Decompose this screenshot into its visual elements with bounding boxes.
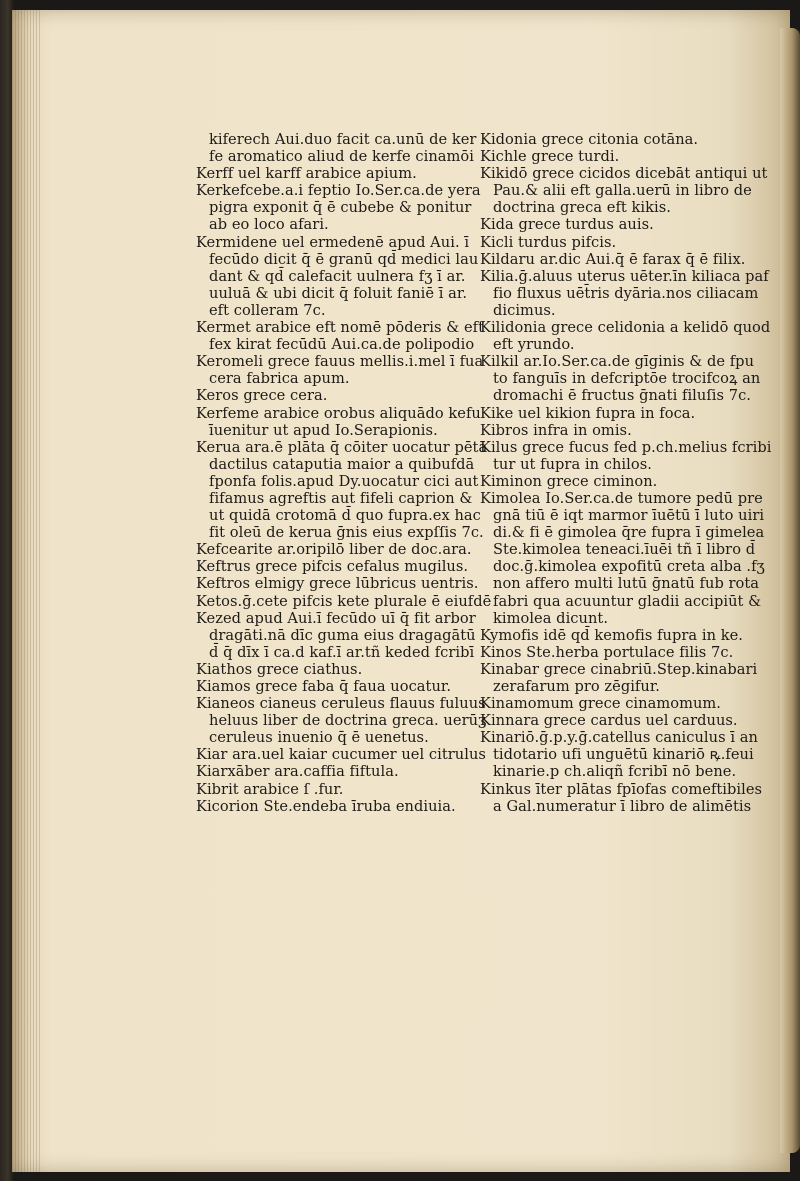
text-line-entry: Kermidene uel ermedenē apud Aui. ī	[196, 233, 470, 251]
text-line-entry: Kike uel kikion fupra in foca.	[480, 404, 696, 422]
text-line-continuation: īuenitur ut apud Io.Serapionis.	[209, 421, 438, 439]
text-line-continuation: fponfa folis.apud Dy.uocatur cici aut	[209, 472, 479, 490]
text-line-entry: Kibros infra in omis.	[480, 421, 632, 439]
text-line-entry: Kinabar grece cinabriū.Step.kinabari	[480, 660, 758, 678]
text-line-entry: Kiarxāber ara.caffia fiftula.	[196, 763, 399, 781]
text-line-continuation: fifamus agreftis aut fifeli caprion &	[209, 489, 473, 507]
text-line-entry: Kicli turdus pifcis.	[480, 233, 617, 251]
text-line-entry: Kichle grece turdi.	[480, 148, 620, 166]
text-line-entry: Kinos Ste.herba portulace filis 7c.	[480, 643, 734, 661]
text-line-continuation: ab eo loco afari.	[209, 216, 329, 234]
text-line-continuation: di.& fi ē gimolea q̄re fupra ī gimelea	[493, 524, 765, 542]
text-line-entry: Kezed apud Aui.ī fecūdo uī q̄ fit arbor	[196, 609, 476, 627]
left-text-column	[196, 131, 492, 815]
text-line-continuation: Pau.& alii eft galla.uerū in libro de	[493, 182, 752, 200]
text-line-entry: Keftrus grece pifcis cefalus mugilus.	[196, 558, 469, 576]
text-line-entry: Kiar ara.uel kaiar cucumer uel citrulus	[196, 746, 486, 764]
text-line-entry: Keftros elmigy grece lūbricus uentris.	[196, 575, 479, 593]
text-line-entry: Ketos.ḡ.cete pifcis kete plurale ē eiufdē	[196, 592, 492, 610]
text-line-continuation: dragāti.nā dīc guma eius dragagātū	[209, 626, 476, 644]
text-line-continuation: doc.ḡ.kimolea expofitū creta alba .fʒ	[493, 558, 765, 576]
text-line-continuation: kinarie.p ch.aliqñ fcribī nō bene.	[493, 763, 737, 781]
text-line-entry: Kildaru ar.dic Aui.q̄ ē farax q̄ ē filix.	[480, 250, 746, 268]
text-line-continuation: tidotario ufi unguētū kinariō ꝶ.feui	[493, 746, 754, 764]
text-line-continuation: eft yrundo.	[493, 336, 575, 354]
text-line-continuation: a Gal.numeratur ī libro de alimētis	[493, 797, 752, 815]
text-line-continuation: d̄ q̄ dīx ī ca.d kaf.ī ar.tñ keded fcribī	[209, 643, 475, 661]
text-line-continuation: uuluā & ubi dicit q̄ foluit faniē ī ar.	[209, 284, 468, 302]
text-line-entry: Kinkus īter plātas fpīofas comeftibiles	[480, 780, 763, 798]
text-line-continuation: heluus liber de doctrina greca. uerūʒ	[209, 712, 487, 730]
text-line-continuation: non affero multi lutū ḡnatū fub rota	[493, 575, 760, 593]
text-line-entry: Kikidō grece cicidos dicebāt antiqui ut	[480, 165, 768, 183]
text-line-continuation: pigra exponit q̄ ē cubebe & ponitur	[209, 199, 472, 217]
text-line-entry: Kibrit arabice ſ .fur.	[196, 780, 344, 798]
text-line-entry: Kilidonia grece celidonia a kelidō quod	[480, 319, 771, 337]
text-line-entry: Kerff uel karff arabice apium.	[196, 165, 417, 183]
text-line-continuation: fe aromatico aliud de kerfe cinamōi	[209, 148, 474, 166]
text-line-continuation: dromachi ē fructus ḡnati filuſis 7c.	[493, 387, 751, 405]
text-line-continuation: eft colleram 7c.	[209, 301, 326, 319]
text-line-continuation: zerafarum pro zēgifur.	[493, 678, 660, 695]
text-line-entry: Kinamomum grece cinamomum.	[480, 695, 721, 713]
text-line-entry: Keros grece cera.	[196, 387, 328, 405]
text-line-continuation: gnā tiū ē iqt marmor īuētū ī luto uiri	[493, 507, 765, 525]
text-line-continuation: kiferech Aui.duo facit ca.unū de ker	[209, 131, 477, 148]
text-line-entry: Kiathos grece ciathus.	[196, 660, 363, 678]
text-line-entry: Kymofis idē qd̄ kemofis fupra in ke.	[480, 626, 743, 644]
text-line-continuation: Ste.kimolea teneaci.īuēi tñ ī libro d̄	[493, 541, 756, 559]
text-line-entry: Kilus grece fucus fed p.ch.melius fcribi	[480, 438, 772, 456]
text-line-continuation: tur ut fupra in chilos.	[493, 455, 652, 473]
text-line-entry: Kida grece turdus auis.	[480, 216, 654, 234]
text-line-entry: Kinnara grece cardus uel carduus.	[480, 712, 738, 730]
text-line-continuation: dicimus.	[493, 301, 556, 319]
text-line-entry: Kicorion Ste.endeba īruba endiuia.	[196, 797, 456, 815]
text-line-continuation: cera fabrica apum.	[209, 370, 350, 388]
text-line-continuation: fio fluxus uēt̄ris dyāria.nos ciliacam	[493, 284, 759, 302]
text-line-entry: Kefcearite ar.oripilō liber de doc.ara.	[196, 541, 472, 559]
text-line-entry: Kerfeme arabice orobus aliquādo kefu	[196, 404, 481, 422]
text-line-entry: Kermet arabice eft nomē pōderis & eft	[196, 319, 485, 337]
text-line-continuation: fabri qua acuuntur gladii accipiūt &	[493, 592, 762, 610]
text-line-continuation: fecūdo dicit q̄ ē granū qd̄ medici lau	[209, 250, 479, 268]
text-line-continuation: to fanguīs in defcriptōe trocifcoꝝ an	[493, 370, 761, 388]
right-text-column	[480, 131, 770, 815]
text-line-continuation: fex kirat fecūdū Aui.ca.de polipodio	[209, 336, 475, 354]
text-line-entry: Kianeos cianeus ceruleus flauus fuluus	[196, 695, 486, 713]
text-line-entry: Kerua ara.ē plāta q̄ cōiter uocatur pētā	[196, 438, 488, 456]
text-line-entry: Kimolea Io.Ser.ca.de tumore pedū pre	[480, 489, 763, 507]
text-line-continuation: ceruleus inuenio q̄ ē uenetus.	[209, 729, 429, 747]
right-page-curl	[780, 28, 800, 1153]
text-line-entry: Keromeli grece fauus mellis.i.mel ī fua	[196, 353, 484, 371]
page-edge-stack	[12, 10, 40, 1172]
text-line-entry: Kiamos grece faba q̄ faua uocatur.	[196, 678, 452, 695]
text-line-continuation: ut quidā crotomā d̄ quo fupra.ex hac	[209, 507, 481, 525]
text-line-continuation: fit oleū de kerua ḡnis eius expſſis 7c.	[209, 524, 484, 542]
text-line-entry: Kidonia grece citonia cotāna.	[480, 131, 699, 148]
text-line-entry: Kilia.ḡ.aluus uterus uēter.īn kiliaca paf	[480, 267, 769, 285]
text-line-continuation: kimolea dicunt.	[493, 609, 609, 627]
text-line-entry: Kiminon grece ciminon.	[480, 472, 658, 490]
text-line-entry: Kinariō.ḡ.p.y.ḡ.catellus caniculus ī an	[480, 729, 758, 747]
text-line-continuation: doctrina greca eft kikis.	[493, 199, 671, 217]
text-line-entry: Kerkefcebe.a.i feptio Io.Ser.ca.de yera	[196, 182, 481, 200]
text-line-continuation: dant & qd̄ calefacit uulnera fʒ ī ar.	[209, 267, 466, 285]
text-line-continuation: dactilus cataputia maior a quibufdā	[209, 455, 475, 473]
text-line-entry: Kilkil ar.Io.Ser.ca.de gīginis & de fpu	[480, 353, 755, 371]
